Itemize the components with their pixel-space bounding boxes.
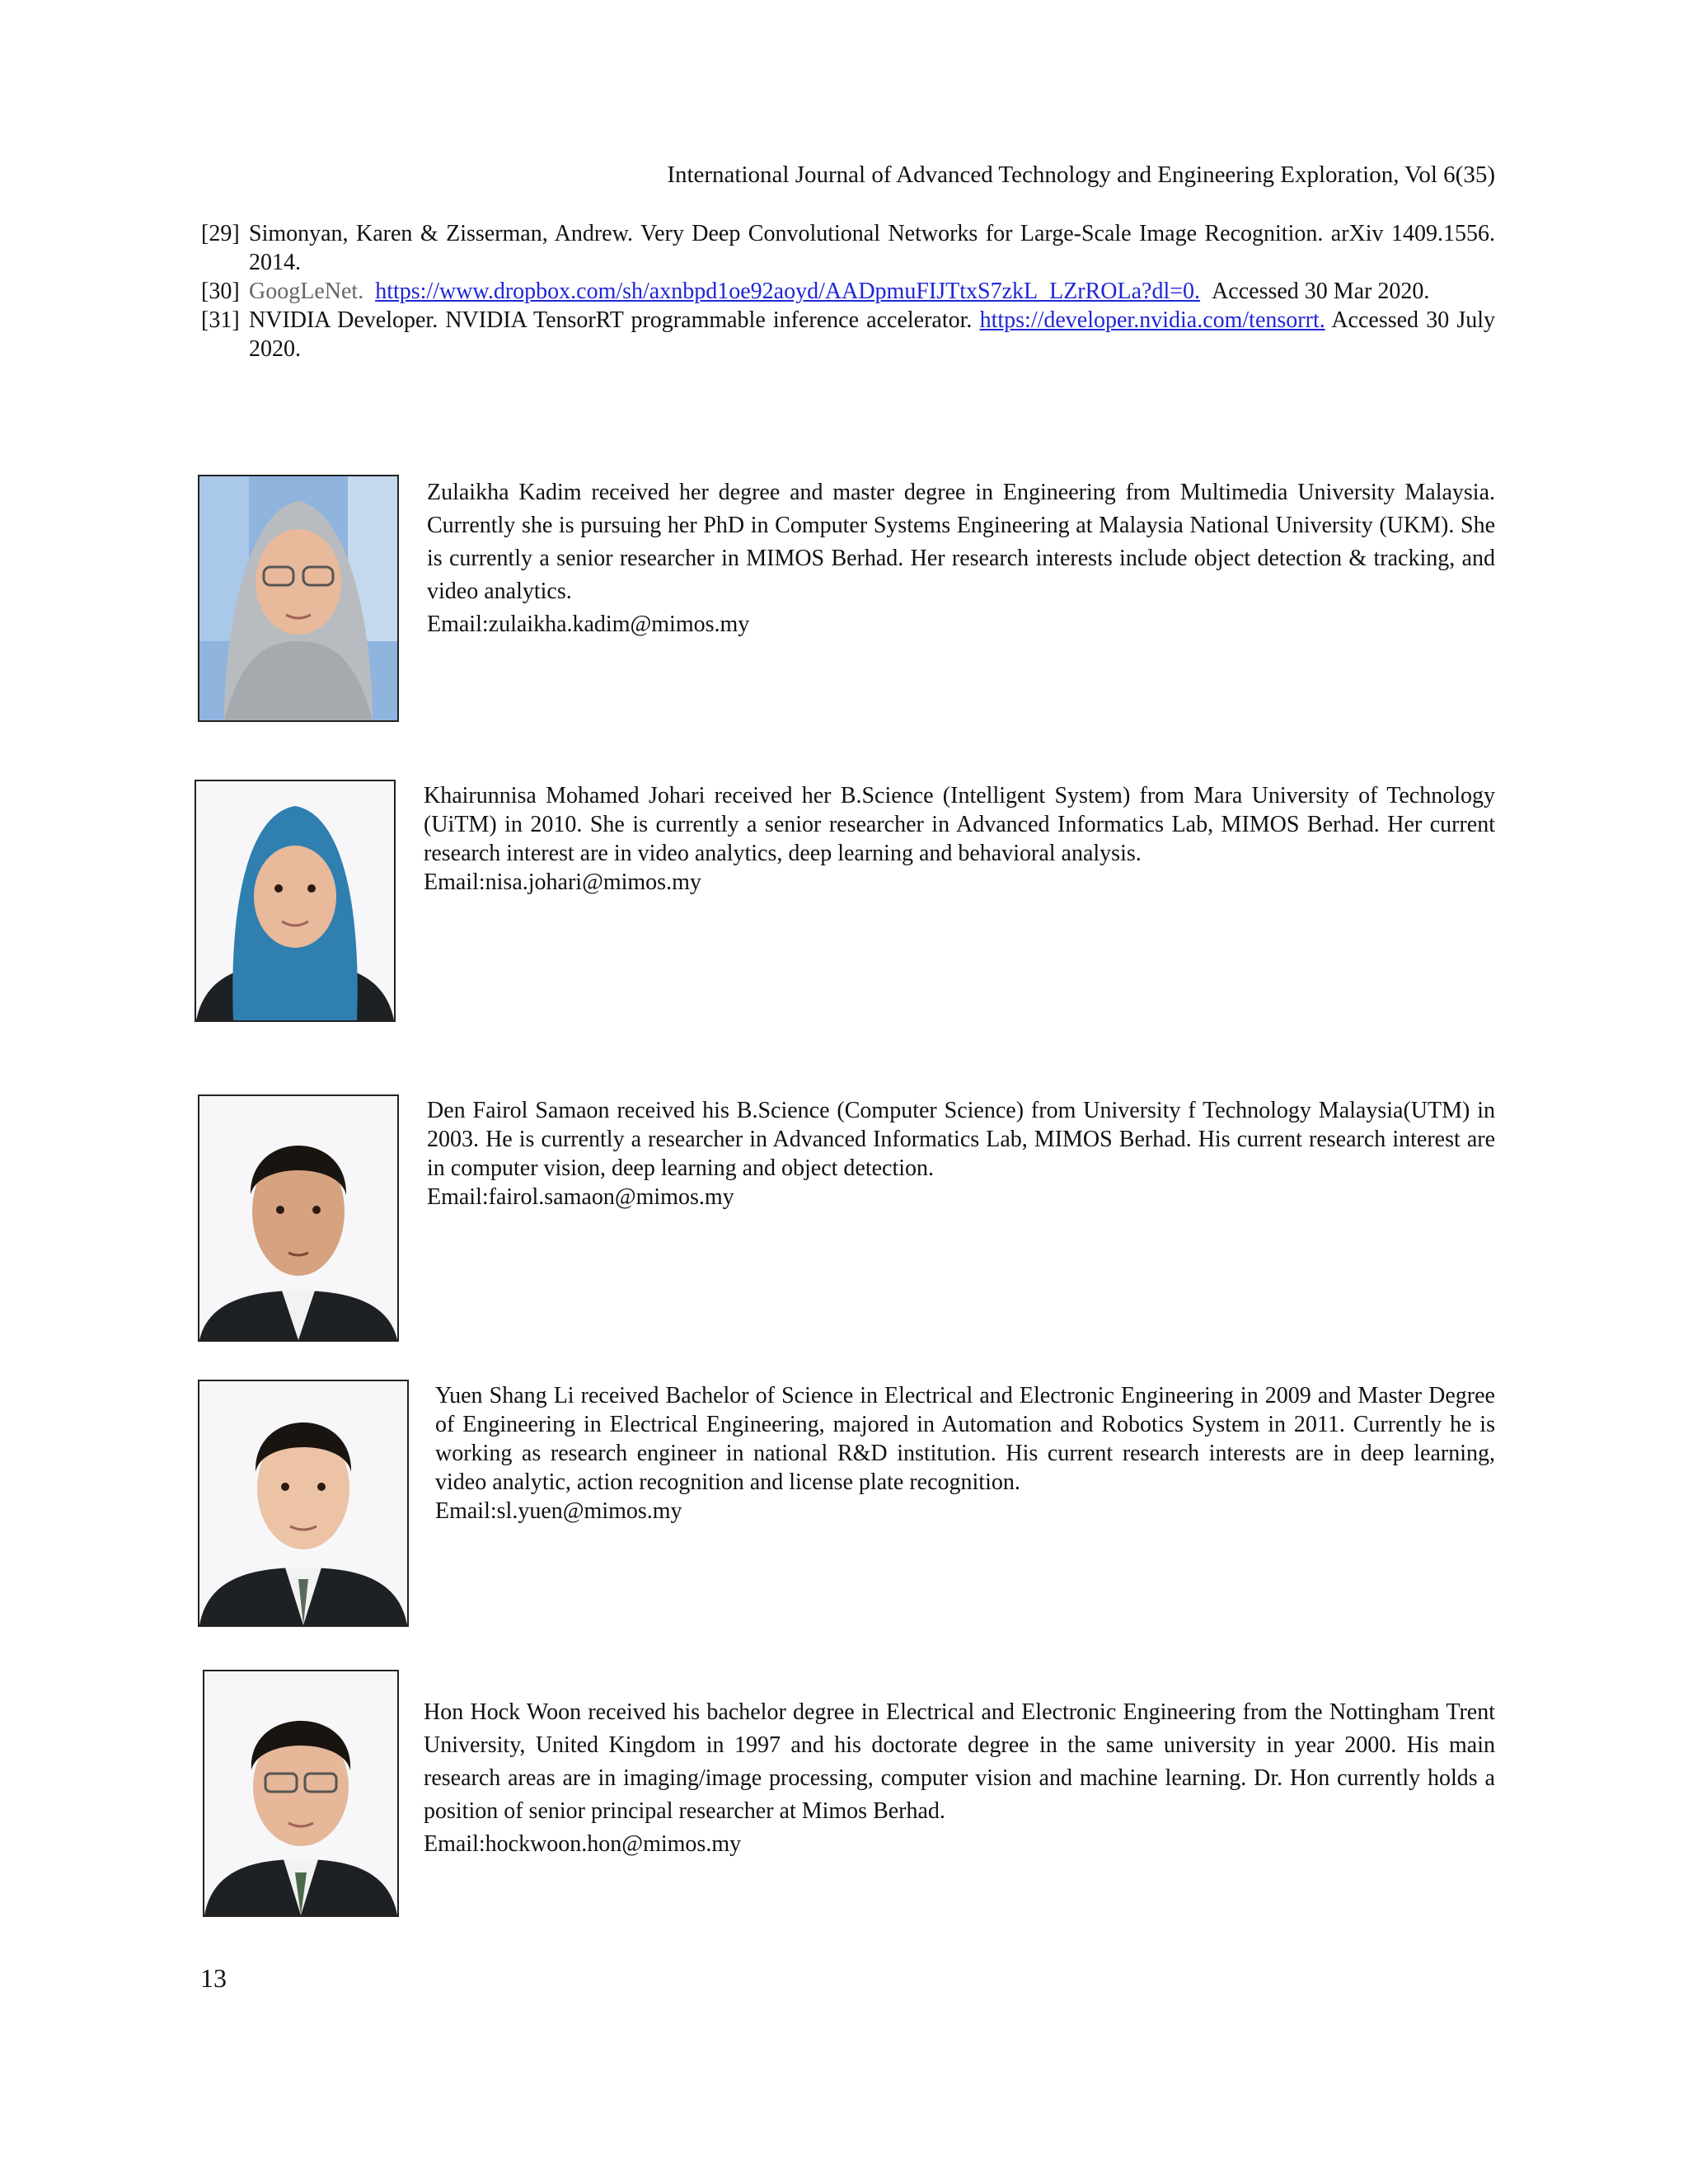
author-bio-hon [198, 1670, 1495, 1917]
reference-prefix: GoogLeNet. [249, 279, 364, 304]
author-bio-samaon [198, 1094, 1495, 1342]
page-number: 13 [200, 1963, 227, 1993]
bio-email: Email:sl.yuen@mimos.my [435, 1498, 682, 1524]
bio-text [424, 781, 1495, 897]
author-bio-kadim [198, 475, 1495, 722]
bio-text [424, 1696, 1495, 1861]
bio-email: Email:fairol.samaon@mimos.my [427, 1184, 734, 1210]
bio-text [427, 1096, 1495, 1212]
reference-accessed: Accessed 30 July 2020. [249, 307, 1496, 362]
dropbox-link[interactable]: https://www.dropbox.com/sh/axnbpd1oe92aoyd/AADpmuFIJTtxS7zkL_LZrROLa?dl=0. [375, 279, 1201, 304]
bio-text [427, 476, 1495, 641]
author-photo [203, 1670, 399, 1917]
bio-paragraph: Yuen Shang Li received Bachelor of Science in Electrical and Electronic Engineering in 2009 and Master Degree of Engineering in Electrical Engineering, majored in Automation and Robotics System in 2011. Currently he is working as research engineer in national R&D institution. His current research interests are in deep learning, video analytic, action recognition and license plate recognition. [435, 1383, 1495, 1495]
author-portrait-image [199, 476, 397, 720]
reference-number: [31] [201, 307, 240, 333]
reference-prefix: NVIDIA Developer. NVIDIA TensorRT programmable inference accelerator. [249, 307, 973, 333]
reference-accessed: Accessed 30 Mar 2020. [1212, 279, 1430, 304]
reference-30 [201, 277, 1495, 306]
author-portrait-image [199, 1096, 397, 1340]
reference-text [249, 306, 1495, 363]
bio-email: Email:nisa.johari@mimos.my [424, 869, 701, 895]
author-portrait-image [196, 781, 394, 1020]
reference-number: [30] [201, 279, 240, 304]
reference-list [201, 219, 1495, 363]
bio-email: Email:zulaikha.kadim@mimos.my [427, 612, 750, 637]
author-photo [198, 1380, 409, 1627]
bio-paragraph: Khairunnisa Mohamed Johari received her B.Science (Intelligent System) from Mara University of Technology (UiTM) in 2010. She is currently a senior researcher in Advanced Informatics Lab, MIMOS Berhad. Her current research interest are in video analytics, deep learning and behavioral analysis. [424, 783, 1495, 866]
author-bio-yuen [198, 1380, 1495, 1627]
author-portrait-image [204, 1671, 397, 1915]
reference-text: Simonyan, Karen & Zisserman, Andrew. Very Deep Convolutional Networks for Large-Scale Image Recognition. arXiv 1409.1556. 2014. [249, 221, 1495, 275]
running-header: International Journal of Advanced Technology and Engineering Exploration, Vol 6(35) [667, 162, 1495, 188]
reference-number: [29] [201, 221, 240, 246]
reference-text [249, 277, 1495, 306]
bio-paragraph: Den Fairol Samaon received his B.Science (Computer Science) from University f Technology Malaysia(UTM) in 2003. He is currently a researcher in Advanced Informatics Lab, MIMOS Berhad. His current research interest are in computer vision, deep learning and object detection. [427, 1098, 1495, 1181]
author-portrait-image [199, 1381, 407, 1625]
bio-text [435, 1381, 1495, 1526]
author-photo [195, 780, 396, 1022]
reference-31 [201, 306, 1495, 363]
bio-paragraph: Hon Hock Woon received his bachelor degree in Electrical and Electronic Engineering from the Nottingham Trent University, United Kingdom in 1997 and his doctorate degree in the same university in year 2000. His main research areas are in imaging/image processing, computer vision and machine learning. Dr. Hon currently holds a position of senior principal researcher at Mimos Berhad. [424, 1699, 1495, 1824]
bio-paragraph: Zulaikha Kadim received her degree and master degree in Engineering from Multimedia University Malaysia. Currently she is pursuing her PhD in Computer Systems Engineering at Malaysia National University (UKM). She is currently a senior researcher in MIMOS Berhad. Her research interests include object detection & tracking, and video analytics. [427, 480, 1495, 604]
author-photo [198, 1094, 399, 1342]
tensorrt-link[interactable]: https://developer.nvidia.com/tensorrt. [979, 307, 1325, 333]
reference-29 [201, 219, 1495, 277]
bio-email: Email:hockwoon.hon@mimos.my [424, 1831, 742, 1857]
author-bio-johari [198, 780, 1495, 1022]
author-photo [198, 475, 399, 722]
